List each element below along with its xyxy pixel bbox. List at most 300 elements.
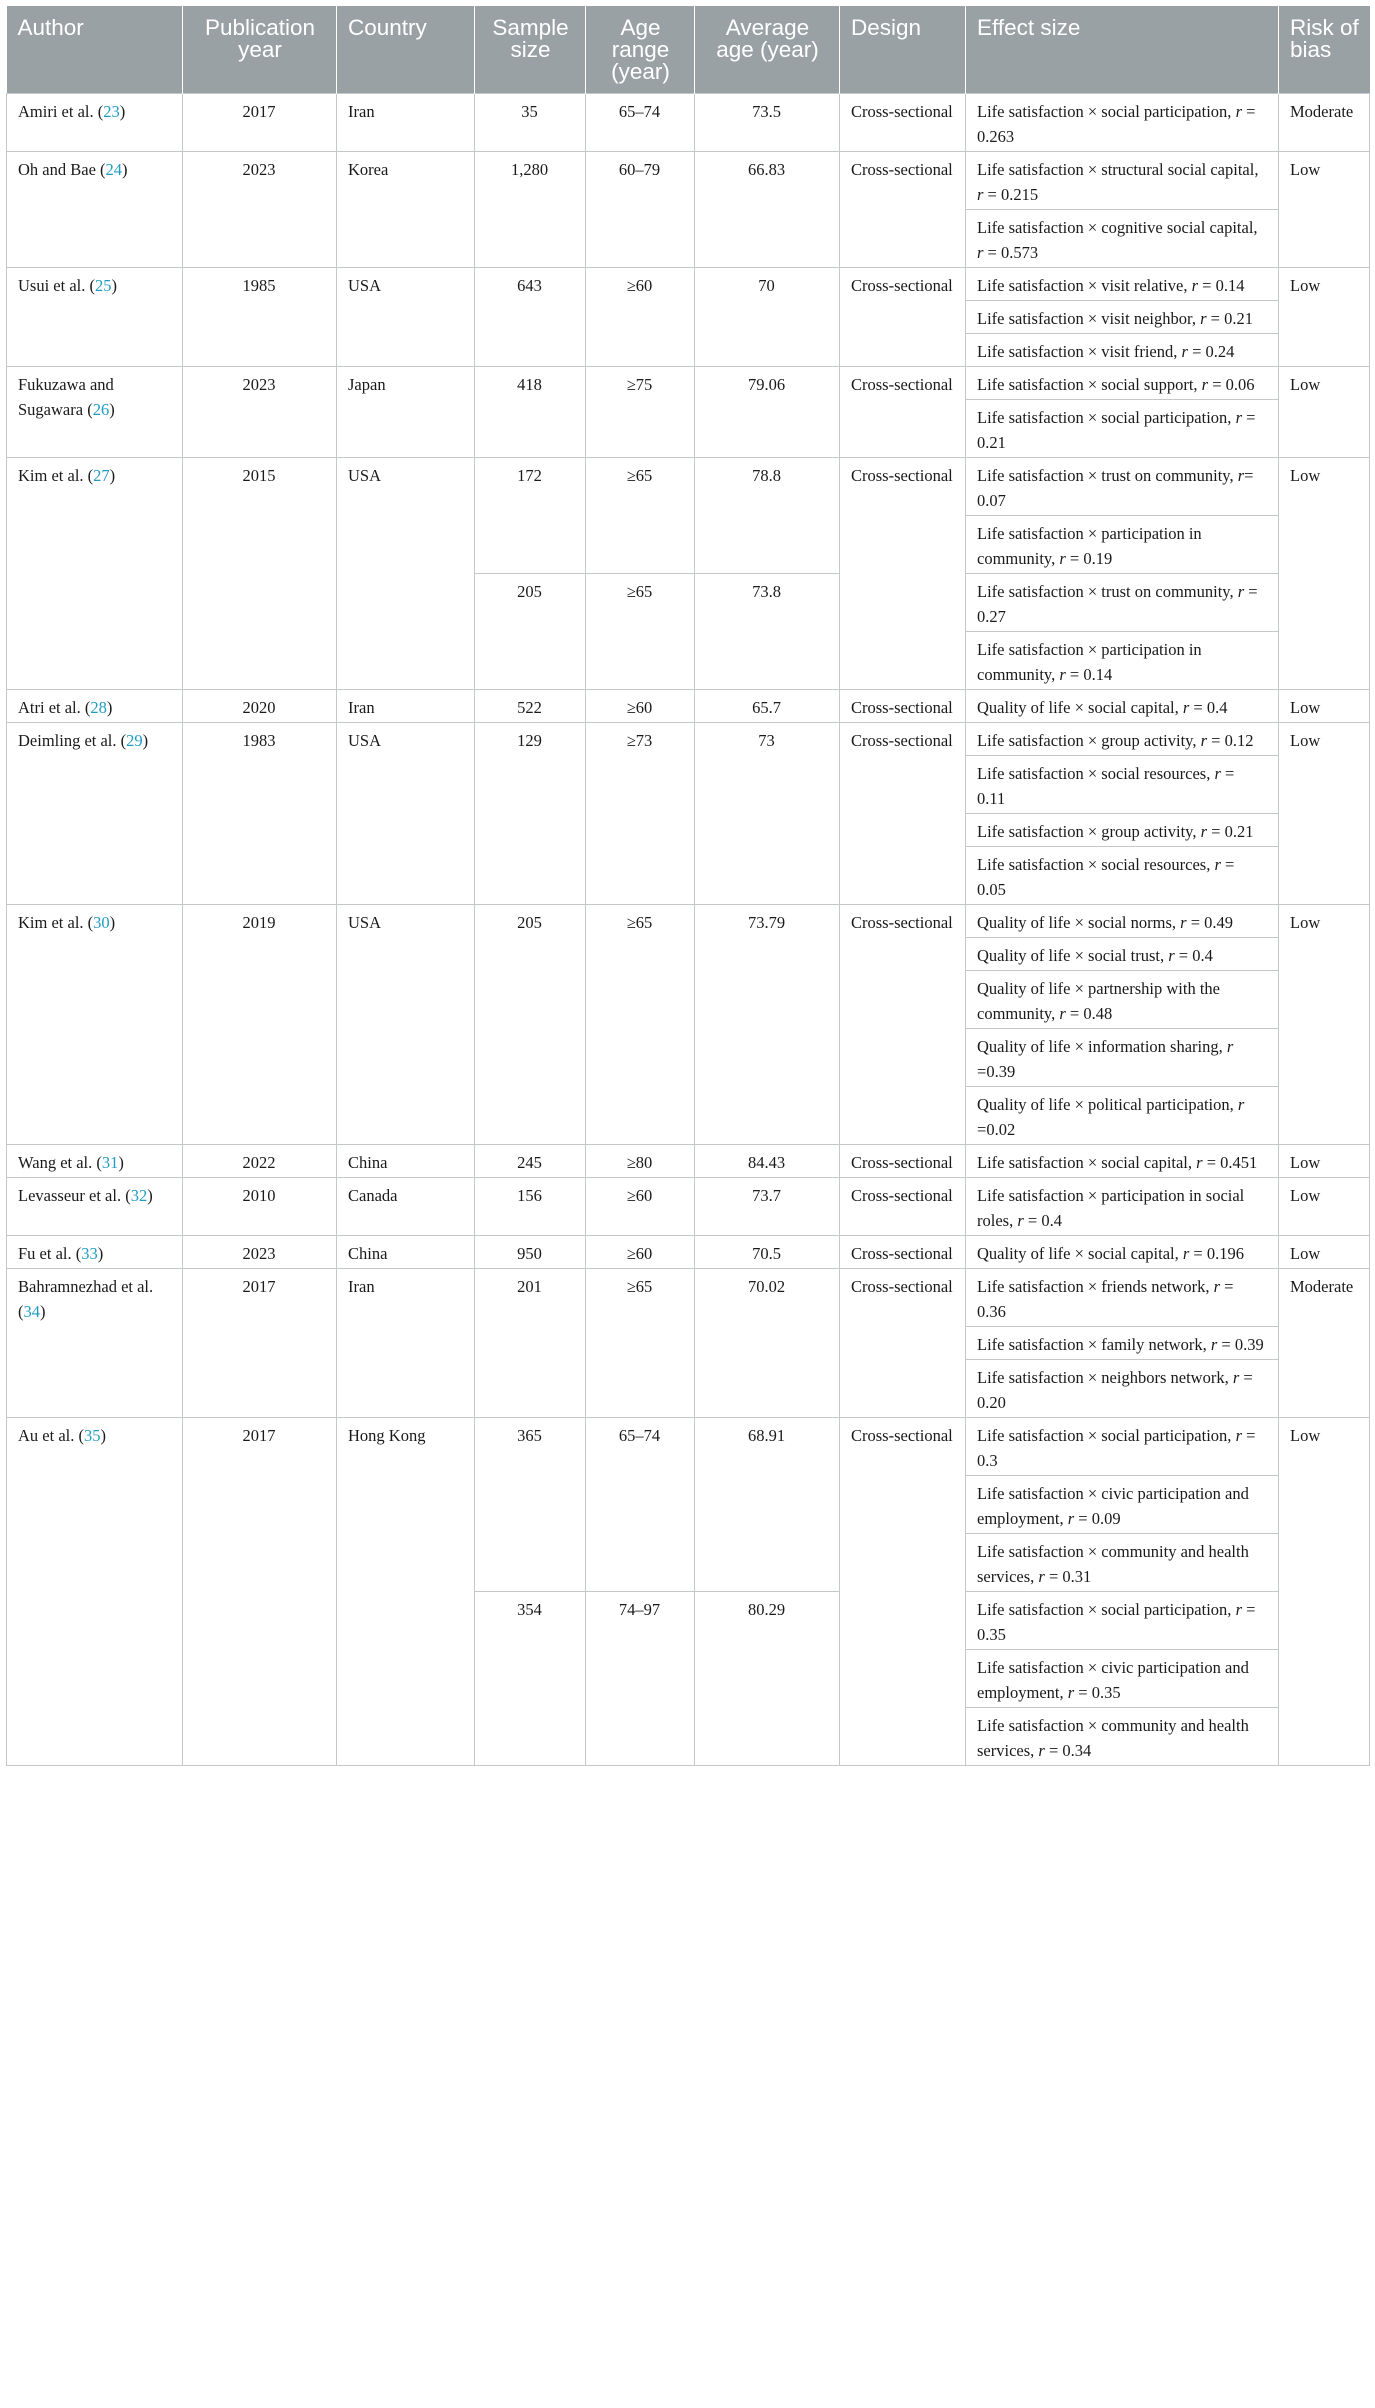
table-row [7, 94, 1370, 152]
effect-label: Life satisfaction × visit friend, [977, 342, 1178, 361]
average-age-cell: 80.29 [695, 1592, 840, 1766]
effect-label: Life satisfaction × social resources, [977, 855, 1211, 874]
r-symbol: r [1237, 582, 1245, 601]
r-symbol: r [1196, 1153, 1203, 1172]
effect-size-cell [966, 94, 1279, 152]
country-cell: Hong Kong [337, 1418, 475, 1766]
author-cell: Deimling et al. (29) [7, 723, 183, 905]
effect-label: Life satisfaction × participation in social roles, [977, 1186, 1245, 1230]
effect-size-cell [966, 1360, 1279, 1418]
effect-size-cell [966, 1236, 1279, 1269]
effect-value: 0.11 [977, 789, 1006, 808]
average-age-cell: 65.7 [695, 690, 840, 723]
publication-year-cell: 2023 [183, 152, 337, 268]
risk-of-bias-cell: Low [1279, 905, 1370, 1145]
author-name: Oh and Bae [18, 160, 96, 179]
country-cell: USA [337, 723, 475, 905]
risk-of-bias-cell: Low [1279, 1145, 1370, 1178]
author-name: Au et al. [18, 1426, 75, 1445]
effect-size-cell [966, 1327, 1279, 1360]
effect-value: 0.24 [1205, 342, 1235, 361]
effect-size-cell [966, 210, 1279, 268]
equals-sign: = [1241, 408, 1256, 427]
sample-size-cell: 156 [475, 1178, 586, 1236]
r-symbol: r [1200, 822, 1208, 841]
equals-sign: = [1244, 466, 1254, 485]
risk-of-bias-cell: Low [1279, 1418, 1370, 1766]
equals-sign: = [1174, 946, 1193, 965]
effect-size-cell [966, 690, 1279, 723]
equals-sign: = [1189, 1244, 1207, 1263]
r-symbol: r [977, 185, 984, 204]
reference-link[interactable]: 33 [81, 1244, 98, 1263]
effect-label: Life satisfaction × community and health services, [977, 1716, 1249, 1760]
author-name: Kim et al. [18, 466, 84, 485]
effect-label: Life satisfaction × friends network, [977, 1277, 1210, 1296]
design-cell: Cross-sectional [840, 1236, 966, 1269]
header-row [7, 6, 1370, 94]
age-range-cell: ≥73 [586, 723, 695, 905]
design-cell: Cross-sectional [840, 1269, 966, 1418]
effect-value: 0.196 [1206, 1244, 1244, 1263]
r-symbol: r [1201, 375, 1209, 394]
effect-size-cell [966, 632, 1279, 690]
author-name: Kim et al. [18, 913, 84, 932]
effect-size-cell [966, 1592, 1279, 1650]
average-age-cell: 73.7 [695, 1178, 840, 1236]
equals-sign: = [1207, 731, 1225, 750]
reference-link[interactable]: 32 [130, 1186, 148, 1205]
effect-value: 0.4 [1041, 1211, 1062, 1230]
country-cell: USA [337, 458, 475, 690]
design-cell: Cross-sectional [840, 268, 966, 367]
reference-link[interactable]: 28 [90, 698, 107, 717]
design-cell: Cross-sectional [840, 1418, 966, 1766]
table-row [7, 1236, 1370, 1269]
average-age-cell: 73 [695, 723, 840, 905]
author-name: Fukuzawa and Sugawara [18, 375, 114, 419]
effect-value: 0.21 [1224, 309, 1253, 328]
publication-year-cell: 2020 [183, 690, 337, 723]
country-cell: Canada [337, 1178, 475, 1236]
effect-label: Quality of life × information sharing, [977, 1037, 1223, 1056]
country-cell: China [337, 1145, 475, 1178]
author-cell: Levasseur et al. (32) [7, 1178, 183, 1236]
effect-value: 0.49 [1204, 913, 1233, 932]
author-name: Fu et al. [18, 1244, 72, 1263]
r-symbol: r [1017, 1211, 1024, 1230]
author-cell: Usui et al. (25) [7, 268, 183, 367]
country-cell: Korea [337, 152, 475, 268]
risk-of-bias-cell: Low [1279, 1236, 1370, 1269]
design-cell: Cross-sectional [840, 152, 966, 268]
author-name: Atri et al. [18, 698, 81, 717]
r-symbol: r [1214, 855, 1221, 874]
country-cell: USA [337, 268, 475, 367]
publication-year-cell: 2023 [183, 367, 337, 458]
average-age-cell: 73.8 [695, 574, 840, 690]
design-cell: Cross-sectional [840, 367, 966, 458]
author-cell: Fu et al. (33) [7, 1236, 183, 1269]
effect-size-cell [966, 1087, 1279, 1145]
table-row [7, 1145, 1370, 1178]
age-range-cell: ≥65 [586, 458, 695, 574]
equals-sign: = [1220, 1277, 1234, 1296]
effect-label: Life satisfaction × cognitive social capital, [977, 218, 1258, 237]
effect-size-cell [966, 938, 1279, 971]
equals-sign: = [1187, 342, 1206, 361]
effect-label: Life satisfaction × group activity, [977, 731, 1197, 750]
author-cell: Atri et al. (28) [7, 690, 183, 723]
average-age-cell: 84.43 [695, 1145, 840, 1178]
header-year: Publication year [183, 6, 337, 94]
effect-value: 0.21 [977, 433, 1006, 452]
publication-year-cell: 1985 [183, 268, 337, 367]
table-row [7, 690, 1370, 723]
publication-year-cell: 2010 [183, 1178, 337, 1236]
author-cell: Au et al. (35) [7, 1418, 183, 1766]
r-symbol: r [1232, 1368, 1240, 1387]
header-design: Design [840, 6, 966, 94]
sample-size-cell: 201 [475, 1269, 586, 1418]
author-cell: Amiri et al. (23) [7, 94, 183, 152]
effect-value: 0.451 [1220, 1153, 1258, 1172]
publication-year-cell: 2015 [183, 458, 337, 690]
header-average-age: Average age (year) [695, 6, 840, 94]
average-age-cell: 70.5 [695, 1236, 840, 1269]
r-symbol: r [1038, 1567, 1045, 1586]
header-effect-size: Effect size [966, 6, 1279, 94]
effect-size-cell [966, 814, 1279, 847]
equals-sign: = [983, 243, 1001, 262]
r-symbol: r [1182, 1244, 1190, 1263]
country-cell: Iran [337, 94, 475, 152]
effect-label: Life satisfaction × trust on community, [977, 582, 1234, 601]
author-cell: Bahramnezhad et al. (34) [7, 1269, 183, 1418]
effect-label: Life satisfaction × social support, [977, 375, 1198, 394]
r-symbol: r [1237, 1095, 1245, 1114]
effect-value: 0.02 [986, 1120, 1016, 1139]
age-range-cell: ≥60 [586, 268, 695, 367]
average-age-cell: 70.02 [695, 1269, 840, 1418]
equals-sign: = [983, 185, 1001, 204]
effect-value: 0.34 [1062, 1741, 1092, 1760]
design-cell: Cross-sectional [840, 458, 966, 690]
reference-link[interactable]: 27 [93, 466, 110, 485]
effect-label: Quality of life × social norms, [977, 913, 1177, 932]
sample-size-cell: 35 [475, 94, 586, 152]
design-cell: Cross-sectional [840, 1145, 966, 1178]
table-row [7, 1269, 1370, 1327]
r-symbol: r [1182, 698, 1190, 717]
header-risk-of-bias: Risk of bias [1279, 6, 1370, 94]
effect-value: 0.27 [977, 607, 1006, 626]
reference-link[interactable]: 26 [92, 400, 110, 419]
equals-sign: = [1198, 276, 1216, 295]
r-symbol: r [1214, 764, 1221, 783]
r-symbol: r [1235, 102, 1242, 121]
r-symbol: r [1226, 1037, 1234, 1056]
risk-of-bias-cell: Low [1279, 458, 1370, 690]
age-range-cell: 74–97 [586, 1592, 695, 1766]
effect-label: Life satisfaction × family network, [977, 1335, 1207, 1354]
equals-sign: = [1217, 1335, 1235, 1354]
author-name: Bahramnezhad et al. [18, 1277, 154, 1296]
effect-size-cell [966, 301, 1279, 334]
design-cell: Cross-sectional [840, 1178, 966, 1236]
effect-size-cell [966, 574, 1279, 632]
author-name: Wang et al. [18, 1153, 93, 1172]
risk-of-bias-cell: Low [1279, 723, 1370, 905]
reference-link[interactable]: 30 [93, 913, 110, 932]
publication-year-cell: 2017 [183, 1269, 337, 1418]
r-symbol: r [977, 243, 984, 262]
risk-of-bias-cell: Low [1279, 1178, 1370, 1236]
effect-value: 0.4 [1206, 698, 1228, 717]
effect-size-cell [966, 268, 1279, 301]
effect-value: 0.14 [1083, 665, 1113, 684]
country-cell: USA [337, 905, 475, 1145]
effect-value: 0.4 [1192, 946, 1213, 965]
effect-size-cell [966, 971, 1279, 1029]
author-cell: Fukuzawa and Sugawara (26) [7, 367, 183, 458]
age-range-cell: ≥80 [586, 1145, 695, 1178]
author-cell: Wang et al. (31) [7, 1145, 183, 1178]
sample-size-cell: 522 [475, 690, 586, 723]
effect-size-cell [966, 1650, 1279, 1708]
r-symbol: r [1038, 1741, 1045, 1760]
author-name: Deimling et al. [18, 731, 117, 750]
effect-label: Quality of life × political participation, [977, 1095, 1234, 1114]
studies-table [6, 6, 1370, 1766]
effect-size-cell [966, 1029, 1279, 1087]
risk-of-bias-cell: Low [1279, 367, 1370, 458]
equals-sign: = [1023, 1211, 1042, 1230]
effect-value: 0.48 [1083, 1004, 1113, 1023]
effect-size-cell [966, 1145, 1279, 1178]
risk-of-bias-cell: Low [1279, 152, 1370, 268]
average-age-cell: 73.79 [695, 905, 840, 1145]
r-symbol: r [1200, 309, 1207, 328]
header-author: Author [7, 6, 183, 94]
publication-year-cell: 2023 [183, 1236, 337, 1269]
effect-label: Life satisfaction × neighbors network, [977, 1368, 1229, 1387]
sample-size-cell: 172 [475, 458, 586, 574]
equals-sign: = [1241, 1426, 1256, 1445]
effect-value: 0.05 [977, 880, 1006, 899]
sample-size-cell: 418 [475, 367, 586, 458]
age-range-cell: 60–79 [586, 152, 695, 268]
equals-sign: = [1202, 1153, 1221, 1172]
reference-link[interactable]: 35 [83, 1426, 101, 1445]
effect-label: Life satisfaction × civic participation and employment, [977, 1658, 1249, 1702]
r-symbol: r [1200, 731, 1208, 750]
reference-link[interactable]: 31 [101, 1153, 119, 1172]
equals-sign: = [1065, 665, 1084, 684]
effect-value: 0.35 [1091, 1683, 1121, 1702]
sample-size-cell: 245 [475, 1145, 586, 1178]
country-cell: Japan [337, 367, 475, 458]
effect-size-cell [966, 152, 1279, 210]
effect-size-cell [966, 1178, 1279, 1236]
average-age-cell: 68.91 [695, 1418, 840, 1592]
effect-value: 0.19 [1083, 549, 1113, 568]
r-symbol: r [1237, 466, 1245, 485]
author-cell: Oh and Bae (24) [7, 152, 183, 268]
equals-sign: = [1241, 102, 1256, 121]
author-cell: Kim et al. (30) [7, 905, 183, 1145]
effect-size-cell [966, 905, 1279, 938]
effect-value: 0.35 [977, 1625, 1006, 1644]
r-symbol: r [1067, 1509, 1075, 1528]
effect-value: 0.06 [1225, 375, 1255, 394]
effect-value: 0.07 [977, 491, 1006, 510]
reference-link[interactable]: 23 [103, 102, 120, 121]
effect-value: 0.12 [1224, 731, 1254, 750]
effect-label: Life satisfaction × visit relative, [977, 276, 1188, 295]
design-cell: Cross-sectional [840, 905, 966, 1145]
r-symbol: r [1059, 1004, 1066, 1023]
equals-sign: = [1044, 1567, 1063, 1586]
sample-size-cell: 205 [475, 574, 586, 690]
reference-link[interactable]: 29 [126, 731, 143, 750]
age-range-cell: 65–74 [586, 94, 695, 152]
r-symbol: r [1213, 1277, 1220, 1296]
r-symbol: r [1180, 913, 1187, 932]
effect-label: Life satisfaction × social participation, [977, 1426, 1232, 1445]
sample-size-cell: 365 [475, 1418, 586, 1592]
sample-size-cell: 205 [475, 905, 586, 1145]
effect-value: 0.36 [977, 1302, 1006, 1321]
table-row [7, 268, 1370, 301]
table-row [7, 458, 1370, 516]
effect-value: 0.39 [986, 1062, 1016, 1081]
average-age-cell: 70 [695, 268, 840, 367]
effect-value: 0.21 [1224, 822, 1254, 841]
effect-size-cell [966, 516, 1279, 574]
risk-of-bias-cell: Moderate [1279, 94, 1370, 152]
equals-sign: = [1206, 309, 1225, 328]
effect-size-cell [966, 1476, 1279, 1534]
sample-size-cell: 129 [475, 723, 586, 905]
r-symbol: r [1067, 1683, 1075, 1702]
reference-link[interactable]: 24 [105, 160, 123, 179]
risk-of-bias-cell: Moderate [1279, 1269, 1370, 1418]
sample-size-cell: 1,280 [475, 152, 586, 268]
country-cell: Iran [337, 690, 475, 723]
effect-value: 0.263 [977, 127, 1015, 146]
equals-sign: = [1074, 1509, 1092, 1528]
age-range-cell: ≥65 [586, 574, 695, 690]
effect-label: Life satisfaction × participation in community, [977, 524, 1202, 568]
table-row [7, 1418, 1370, 1476]
effect-label: Life satisfaction × social participation, [977, 408, 1232, 427]
equals-sign: = [1189, 698, 1207, 717]
average-age-cell: 78.8 [695, 458, 840, 574]
author-name: Usui et al. [18, 276, 86, 295]
equals-sign: = [1074, 1683, 1092, 1702]
average-age-cell: 79.06 [695, 367, 840, 458]
table-row [7, 1178, 1370, 1236]
equals-sign: = [1044, 1741, 1063, 1760]
equals-sign: = [1186, 913, 1205, 932]
table-body [7, 94, 1370, 1766]
sample-size-cell: 354 [475, 1592, 586, 1766]
r-symbol: r [1168, 946, 1175, 965]
header-age-range: Age range (year) [586, 6, 695, 94]
table-row [7, 152, 1370, 210]
equals-sign: = [977, 1120, 987, 1139]
age-range-cell: ≥75 [586, 367, 695, 458]
reference-link[interactable]: 25 [95, 276, 112, 295]
age-range-cell: ≥60 [586, 1236, 695, 1269]
author-name: Levasseur et al. [18, 1186, 122, 1205]
effect-size-cell [966, 400, 1279, 458]
effect-size-cell [966, 367, 1279, 400]
r-symbol: r [1235, 1600, 1242, 1619]
r-symbol: r [1059, 665, 1066, 684]
r-symbol: r [1181, 342, 1188, 361]
equals-sign: = [1207, 822, 1225, 841]
equals-sign: = [1220, 764, 1235, 783]
table-row [7, 723, 1370, 756]
effect-size-cell [966, 1269, 1279, 1327]
age-range-cell: ≥60 [586, 690, 695, 723]
effect-value: 0.14 [1215, 276, 1245, 295]
sample-size-cell: 643 [475, 268, 586, 367]
effect-value: 0.31 [1062, 1567, 1092, 1586]
effect-label: Life satisfaction × visit neighbor, [977, 309, 1196, 328]
effect-label: Life satisfaction × social resources, [977, 764, 1211, 783]
effect-size-cell [966, 1534, 1279, 1592]
effect-label: Quality of life × social capital, [977, 1244, 1179, 1263]
risk-of-bias-cell: Low [1279, 690, 1370, 723]
effect-value: 0.3 [977, 1451, 998, 1470]
equals-sign: = [1208, 375, 1226, 394]
effect-size-cell [966, 756, 1279, 814]
equals-sign: = [1239, 1368, 1253, 1387]
publication-year-cell: 2019 [183, 905, 337, 1145]
effect-label: Life satisfaction × social participation, [977, 1600, 1232, 1619]
effect-size-cell [966, 458, 1279, 516]
effect-size-cell [966, 847, 1279, 905]
age-range-cell: ≥65 [586, 1269, 695, 1418]
effect-value: 0.573 [1000, 243, 1039, 262]
equals-sign: = [1065, 549, 1084, 568]
effect-value: 0.215 [1000, 185, 1039, 204]
effect-label: Life satisfaction × participation in community, [977, 640, 1202, 684]
risk-of-bias-cell: Low [1279, 268, 1370, 367]
equals-sign: = [1241, 1600, 1256, 1619]
effect-label: Quality of life × partnership with the community, [977, 979, 1220, 1023]
sample-size-cell: 950 [475, 1236, 586, 1269]
publication-year-cell: 1983 [183, 723, 337, 905]
reference-link[interactable]: 34 [23, 1302, 40, 1321]
effect-label: Life satisfaction × social participation, [977, 102, 1232, 121]
effect-label: Quality of life × social trust, [977, 946, 1165, 965]
effect-label: Life satisfaction × civic participation and employment, [977, 1484, 1249, 1528]
design-cell: Cross-sectional [840, 723, 966, 905]
effect-value: 0.09 [1091, 1509, 1121, 1528]
effect-size-cell [966, 723, 1279, 756]
table-row [7, 367, 1370, 400]
effect-label: Life satisfaction × group activity, [977, 822, 1197, 841]
effect-label: Life satisfaction × trust on community, [977, 466, 1234, 485]
age-range-cell: ≥60 [586, 1178, 695, 1236]
age-range-cell: ≥65 [586, 905, 695, 1145]
publication-year-cell: 2017 [183, 1418, 337, 1766]
design-cell: Cross-sectional [840, 690, 966, 723]
